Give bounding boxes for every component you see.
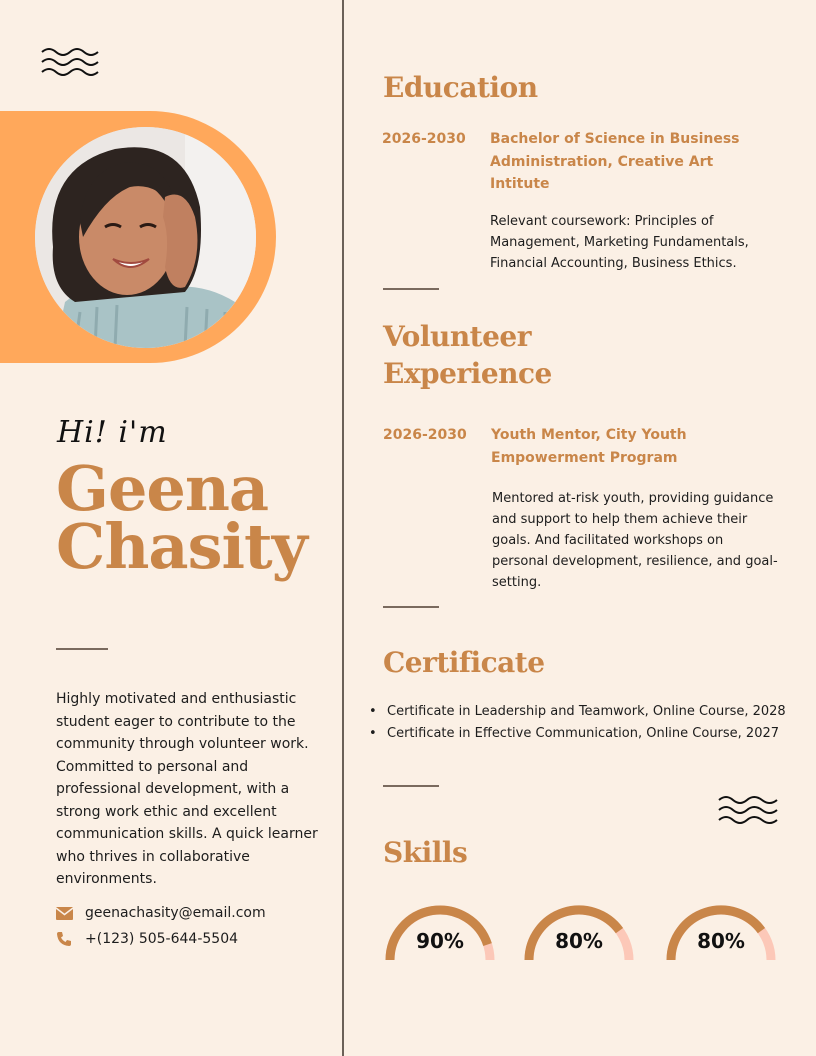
skill-percent: 80% xyxy=(697,929,745,953)
education-title: Education xyxy=(383,71,538,104)
volunteer-role xyxy=(491,424,687,469)
greeting: Hi! i'm xyxy=(57,415,168,450)
skill-gauge xyxy=(522,904,636,964)
skill-gauge xyxy=(664,904,778,964)
title-line: Volunteer xyxy=(383,320,531,353)
last-name: Chasity xyxy=(56,510,307,583)
email-text: geenachasity@email.com xyxy=(85,905,266,921)
description-line: goals. And facilitated workshops on xyxy=(492,533,724,548)
profile-photo xyxy=(35,127,256,348)
education-degree xyxy=(490,128,740,196)
section-divider xyxy=(383,606,439,608)
degree-line: Intitute xyxy=(490,176,550,192)
skills-title: Skills xyxy=(383,836,468,869)
bio-text: Highly motivated and enthusiastic student eager to contribute to the community through volunteer work. Committed to personal and professional development, with a strong work ethic and excellent communication skills. A quick learner who thrives in collaborative environments. xyxy=(56,691,318,887)
envelope-icon xyxy=(55,904,73,922)
degree-line: Bachelor of Science in Business xyxy=(490,131,740,147)
first-name: Geena xyxy=(56,452,269,525)
volunteer-title xyxy=(383,318,552,392)
description-line: Financial Accounting, Business Ethics. xyxy=(490,256,737,271)
phone-text: +(123) 505-644-5504 xyxy=(85,931,239,947)
phone-contact[interactable] xyxy=(55,930,238,948)
role-line: Youth Mentor, City Youth xyxy=(491,427,687,443)
certificate-list xyxy=(387,701,786,744)
wave-decoration-icon xyxy=(718,795,778,825)
description-line: and support to help them achieve their xyxy=(492,512,748,527)
skill-percent: 90% xyxy=(416,929,464,953)
email-contact[interactable] xyxy=(55,904,266,922)
description-line: Mentored at-risk youth, providing guidance xyxy=(492,491,774,506)
section-divider xyxy=(383,288,439,290)
education-description xyxy=(490,211,749,274)
description-line: Management, Marketing Fundamentals, xyxy=(490,235,749,250)
phone-icon xyxy=(55,930,73,948)
section-divider xyxy=(383,785,439,787)
description-line: personal development, resilience, and goal- xyxy=(492,554,778,569)
description-line: setting. xyxy=(492,575,542,590)
wave-decoration-icon xyxy=(41,47,99,77)
certificate-item: • Certificate in Effective Communication, Online Course, 2027 xyxy=(387,723,786,745)
volunteer-description xyxy=(492,488,778,593)
degree-line: Administration, Creative Art xyxy=(490,153,714,170)
certificate-item: • Certificate in Leadership and Teamwork, Online Course, 2028 xyxy=(387,701,786,723)
full-name xyxy=(56,452,307,583)
education-year: 2026-2030 xyxy=(382,131,466,147)
vertical-divider xyxy=(342,0,344,1056)
role-line: Empowerment Program xyxy=(491,449,678,466)
certificate-title: Certificate xyxy=(383,646,545,679)
volunteer-year: 2026-2030 xyxy=(383,427,467,443)
skill-percent: 80% xyxy=(555,929,603,953)
skill-gauge xyxy=(383,904,497,964)
title-line: Experience xyxy=(383,357,552,390)
description-line: Relevant coursework: Principles of xyxy=(490,214,714,229)
left-divider xyxy=(56,648,108,650)
